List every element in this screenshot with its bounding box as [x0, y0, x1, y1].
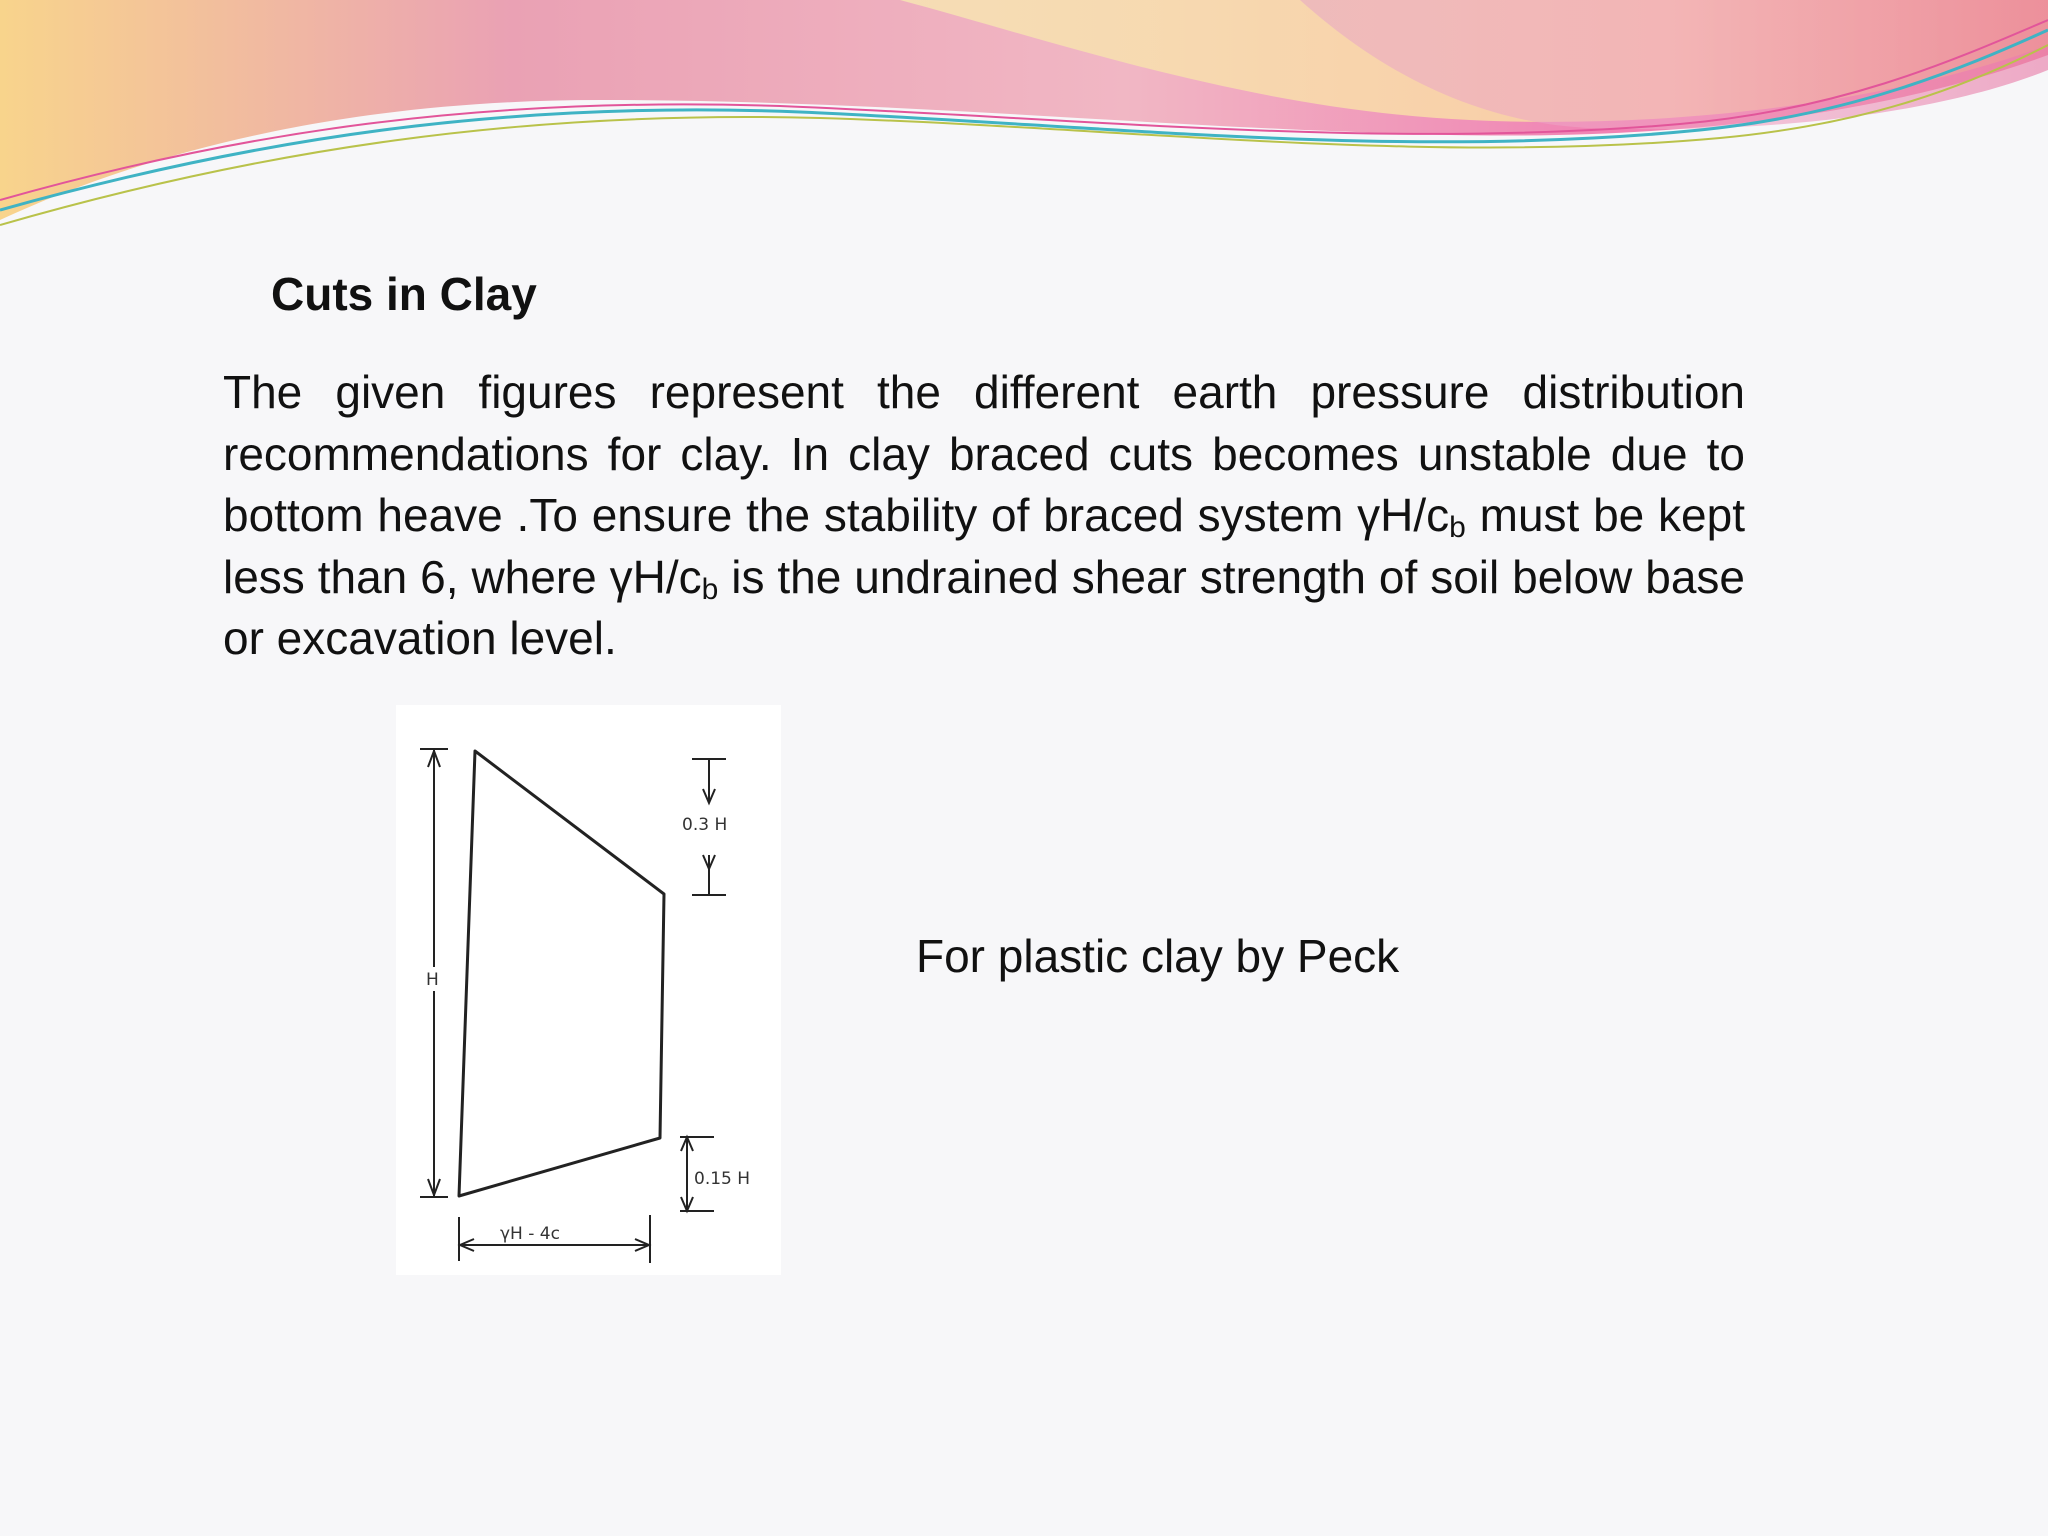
figure-caption: For plastic clay by Peck [916, 930, 1400, 982]
header-wave-decoration [0, 0, 2048, 240]
subscript-b-1: b [1449, 511, 1466, 544]
body-text-part-3: is the undrained shear strength of soil below base or excavation level. [223, 550, 1745, 664]
body-text-part-2: must be kept less than 6, where γH/c [223, 489, 1745, 603]
subscript-b-2: b [701, 572, 719, 606]
pressure-diagram [396, 705, 781, 1275]
pressure-distribution-figure [396, 705, 781, 1275]
slide-title: Cuts in Clay [271, 268, 537, 320]
body-text-part-1: The given figures represent the different earth pressure distribution recommendations for clay. In clay braced cuts becomes unstable due to bottom heave .To ensure the stability of braced system γH/c [223, 366, 1745, 541]
label-height: H [426, 970, 439, 990]
label-top: 0.3 H [682, 815, 728, 835]
pressure-trapezoid [459, 751, 664, 1196]
label-base: γH - 4c [500, 1224, 560, 1244]
label-bottom: 0.15 H [694, 1169, 751, 1189]
body-paragraph [223, 362, 1745, 670]
